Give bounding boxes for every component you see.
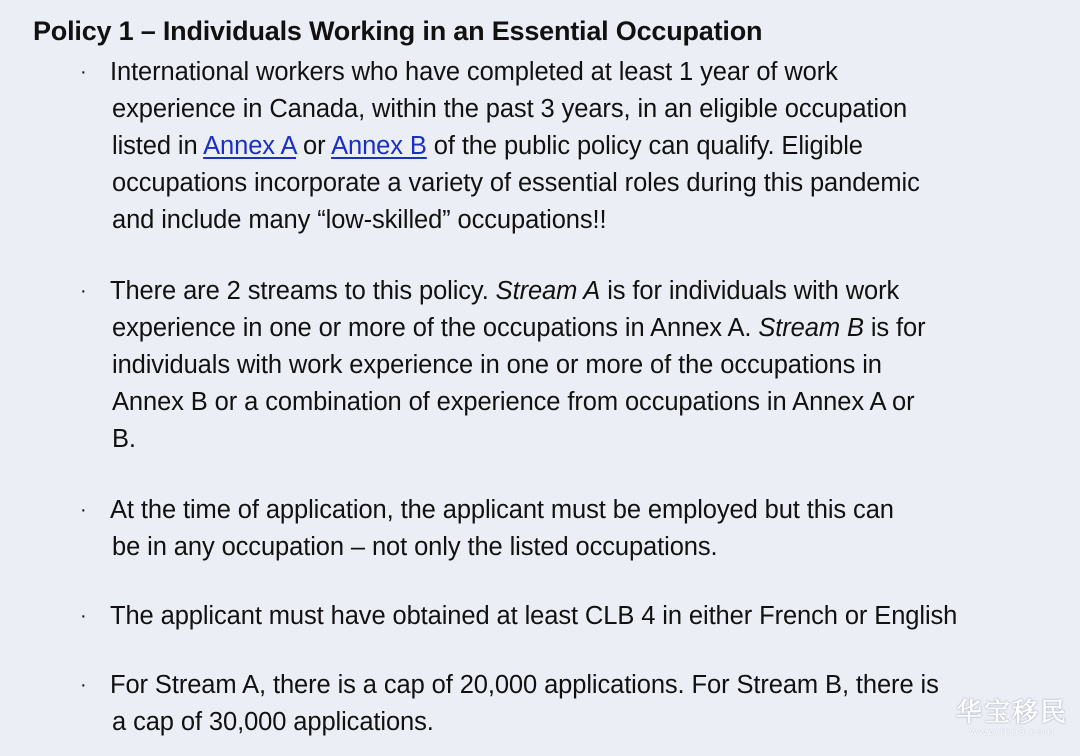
bullet-dot-icon: · (80, 280, 87, 302)
slide-title: Policy 1 – Individuals Working in an Essential Occupation (33, 16, 763, 46)
line-text: of the public policy can qualify. Eligible (426, 132, 863, 160)
bullet-line: International workers who have completed at least 1 year of work (110, 58, 838, 86)
bullet-line: At the time of application, the applicant must be employed but this can (110, 496, 894, 524)
watermark-url: www.ihb8.com (969, 727, 1055, 738)
bullet-line: experience in Canada, within the past 3 years, in an eligible occupation (112, 95, 908, 123)
watermark-logo (956, 699, 1068, 738)
bullet-line: B. (112, 425, 136, 453)
bullet-dot-icon: · (80, 674, 87, 696)
bullet-line: For Stream A, there is a cap of 20,000 applications. For Stream B, there is (110, 671, 939, 699)
bullet-dot-icon: · (80, 61, 87, 83)
line-text: or (296, 132, 332, 160)
line-text: is for (863, 314, 926, 342)
bullet-line: occupations incorporate a variety of essential roles during this pandemic (112, 169, 920, 197)
bullet-dot-icon: · (80, 605, 87, 627)
line-text: experience in one or more of the occupations in Annex A. (112, 314, 759, 342)
stream-b-label: Stream B (758, 314, 864, 342)
stream-a-label: Stream A (495, 277, 601, 305)
bullet-line: a cap of 30,000 applications. (112, 708, 434, 736)
bullet-line: Annex B or a combination of experience from occupations in Annex A or (112, 388, 915, 416)
bullet-line: individuals with work experience in one or more of the occupations in (112, 351, 882, 379)
bullet-dot-icon: · (80, 499, 87, 521)
annex-b-link[interactable]: Annex B (331, 132, 427, 160)
bullet-line: The applicant must have obtained at least CLB 4 in either French or English (110, 602, 958, 630)
annex-a-link[interactable]: Annex A (203, 132, 297, 160)
line-text: is for individuals with work (600, 277, 900, 305)
bullet-line: and include many “low-skilled” occupations!! (112, 206, 607, 234)
bullet-line (112, 310, 926, 347)
watermark-text: 华宝移民 (955, 698, 1068, 728)
line-text: There are 2 streams to this policy. (110, 277, 496, 305)
bullet-line (110, 273, 899, 310)
bullet-line: be in any occupation – not only the listed occupations. (112, 533, 718, 561)
line-text: listed in (112, 132, 204, 160)
bullet-line (112, 128, 863, 165)
